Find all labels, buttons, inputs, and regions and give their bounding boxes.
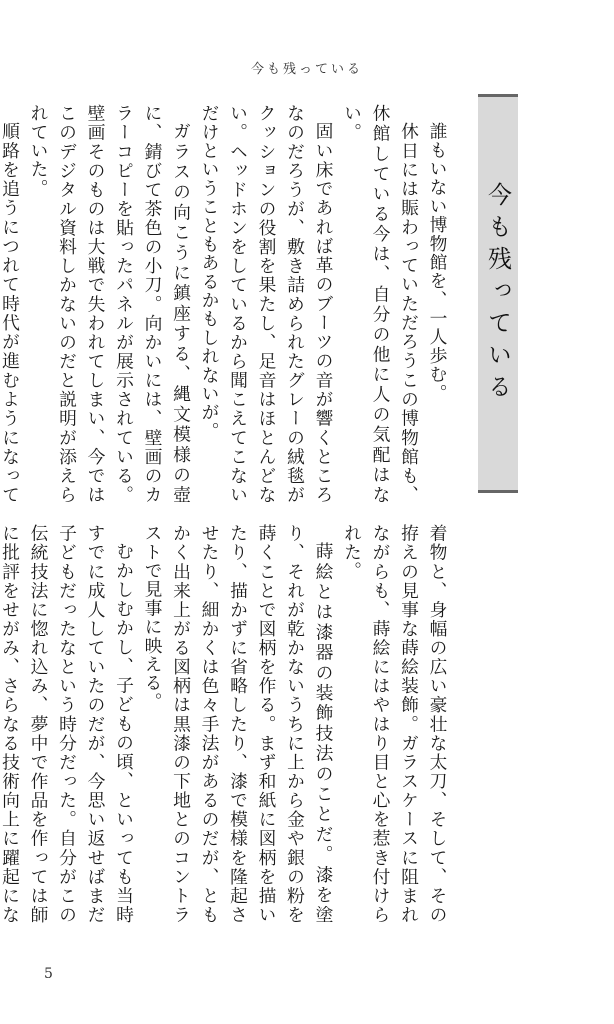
paragraph: 休日には賑わっていただろうこの博物館も、休館している今は、自分の他に人の気配はない。: [341, 104, 420, 504]
paragraph: 誰もいない博物館を、一人歩む。: [427, 121, 448, 403]
paragraph: 固い床であれば革のブーツの音が響くところなのだろうが、敷き詰められたグレーの絨毯がクッションの役割を果たし、足音はほとんどない。ヘッドホンをしているから聞こえてこないだけということもあるかもしれないが。: [199, 104, 334, 504]
chapter-title: 今も残っている: [483, 181, 512, 406]
page-number: 5: [44, 966, 53, 982]
paragraph: 着物と、身幅の広い豪壮な太刀、そして、その拵えの見事な蒔絵装飾。ガラスケースに阻まれながらも、蒔絵にはやはり目と心を惹き付けられた。: [341, 524, 448, 924]
paragraph: ガラスの向こうに鎮座する、縄文模様の壺に、錆びて茶色の小刀。向かいには、壁画のカラーコピーを貼ったパネルが展示されている。壁画そのものは大戦で失われてしまい、今ではこのデジタル資料しかないのだと説明が添えられていた。: [28, 104, 192, 504]
running-head: 今も残っている: [250, 62, 363, 77]
chapter-title-box: [478, 94, 518, 493]
paragraph: むかしむかし、子どもの頃、といっても当時すでに成人していたのだが、今思い返せばまだ子どもだったなという時分だった。自分がこの伝統技法に惚れ込み、夢中で作品を作っては師に批評をせがみ、さらなる技術向上に躍起にな: [0, 524, 135, 924]
text-block-top: [0, 104, 451, 504]
text-block-bottom: [0, 524, 451, 924]
paragraph: 順路を追うにつれて時代が進むようになって: [0, 121, 21, 504]
paragraph: 蒔絵とは漆器の装飾技法のことだ。漆を塗り、それが乾かないうちに上から金や銀の粉を蒔くことで図柄を作る。まず和紙に図柄を描いたり、描かずに省略したり、漆で模様を隆起させたり、細かくは色々手法があるのだが、ともかく出来上がる図柄は黒漆の下地とのコントラストで見事に映える。: [142, 524, 334, 924]
